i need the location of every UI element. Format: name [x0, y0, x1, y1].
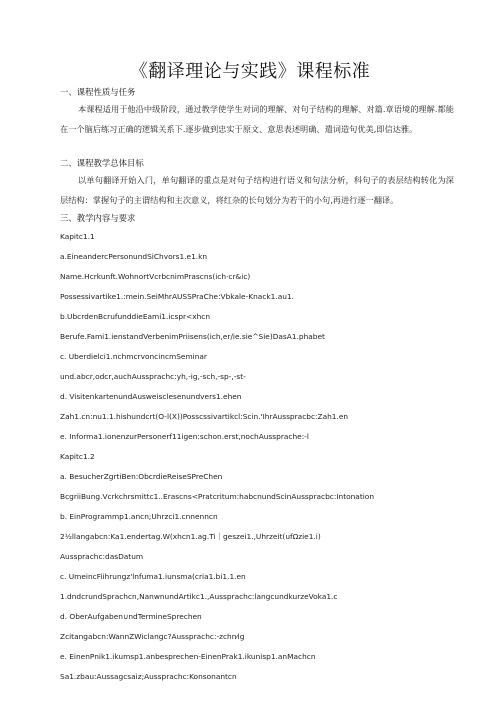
section-heading-2: 二、课程教学总体目标: [60, 158, 144, 168]
content-line: a. BesucherZgrtiBen:ObcrdieReiseSPreChen: [60, 472, 223, 481]
document-title: 《翻译理论与实践》课程标准: [129, 61, 371, 82]
content-line: Aussprachc:dasDatum: [60, 552, 144, 561]
content-line: Zcitangabcn:WannZWiclangc?Aussprachc:-zchn⁄ig: [60, 632, 245, 641]
content-line: d. OberAufgaben∪ndTermineSprechen: [60, 612, 202, 621]
content-line: Name.Hcrkunft.WohnortVcrbcnimPrascns(ich·cr&ic): [60, 272, 251, 281]
content-line: Kapitc1.2: [60, 452, 95, 461]
section-heading-1: 一、课程性质与任务: [60, 87, 136, 97]
content-line: 1.dndcrundSprachcn,NanwnundArtikc1.,Aussprachc:langcundkurzeVoka1.c: [60, 592, 338, 601]
paragraph-text: 以单句翻译开始入门，单句翻译的重点是对句子结构进行语义和句法分析，科句子的表层结构转化为深层结构：掌握句子的主谓结构和主次意义，将红杂的长句划分为若干的小句,再进行逐一翻译。: [60, 175, 454, 205]
content-line: c. Uberdielci1.nchmcrvoncincmSeminar: [60, 352, 207, 361]
content-line: b.UbcrdenBcrufunddieEami1.icspr<xhcn: [60, 312, 211, 321]
content-line: Possessivartike1.:mein.SeiMhrAUSSPraChe:Vbkale-Knack1.au1.: [60, 292, 294, 301]
content-line: und.abcr,odcr,auchAussprachc:yh,-ig,-sch,-sp-,-st-: [60, 372, 246, 381]
content-line: b. EinProgrammp1.ancn;Uhrzci1.cnnenncn: [60, 512, 218, 521]
paragraph-teaching-goals: [60, 171, 454, 210]
content-line: 2½llangabcn:Ka1.endertag.W(xhcn1.ag.Ti｜geszei1.,Uhrzeit(ufΩzie1.i): [60, 532, 321, 541]
content-line: Berufe.Fami1.ienstandVerbenimPriisens(ich,er∕ie.sie^Sie)DasA1.phabet: [60, 332, 325, 341]
content-line: c. UmeincFiihrungz'lnfuma1.iunsma(cria1.bi1.1.en: [60, 572, 246, 581]
content-line: Sa1.zbau:Aussagcsaiz;Aussprachc:Konsonantcn: [60, 672, 237, 681]
content-line: a.EineandercPersonundSiChvors1.e1.kn: [60, 252, 208, 261]
content-line: Zah1.cn:nu1.1.hishundcrt(O-l(X))Posscssivartikcl:Scin.'IhrAusspracbc:Zah1.en: [60, 412, 349, 421]
content-line: e. Informa1.ionenzurPersonerf11igen:schon.erst,nochAussprache:-l: [60, 432, 309, 441]
content-line: BcgriiBung.Vcrkchrsmittc1..Erascns<Pratcritum:habcnundScinAusspracbc:Intonation: [60, 492, 374, 501]
content-line: e. EinenPnik1.ikumsp1.anbesprechen-EinenPrak1.ikunisp1.anMachcn: [60, 652, 316, 661]
content-line: d. VisitenkartenundAusweisclesenundvers1.ehen: [60, 392, 242, 401]
content-line: Kapitc1.1: [60, 232, 95, 241]
section-heading-3: 三、教学内容与要求: [60, 213, 136, 223]
paragraph-course-nature: [60, 100, 454, 139]
paragraph-text: 本课程适用于他沿中级阶段，通过教学使学生对词的理解、对句子结构的理解、对篇.章语境的理解.都能在一个脑后练习正确的逻辑关系下.逐步做到忠实于原文、意思表述明确、遣词造句优美,即信达雅。: [60, 104, 454, 134]
